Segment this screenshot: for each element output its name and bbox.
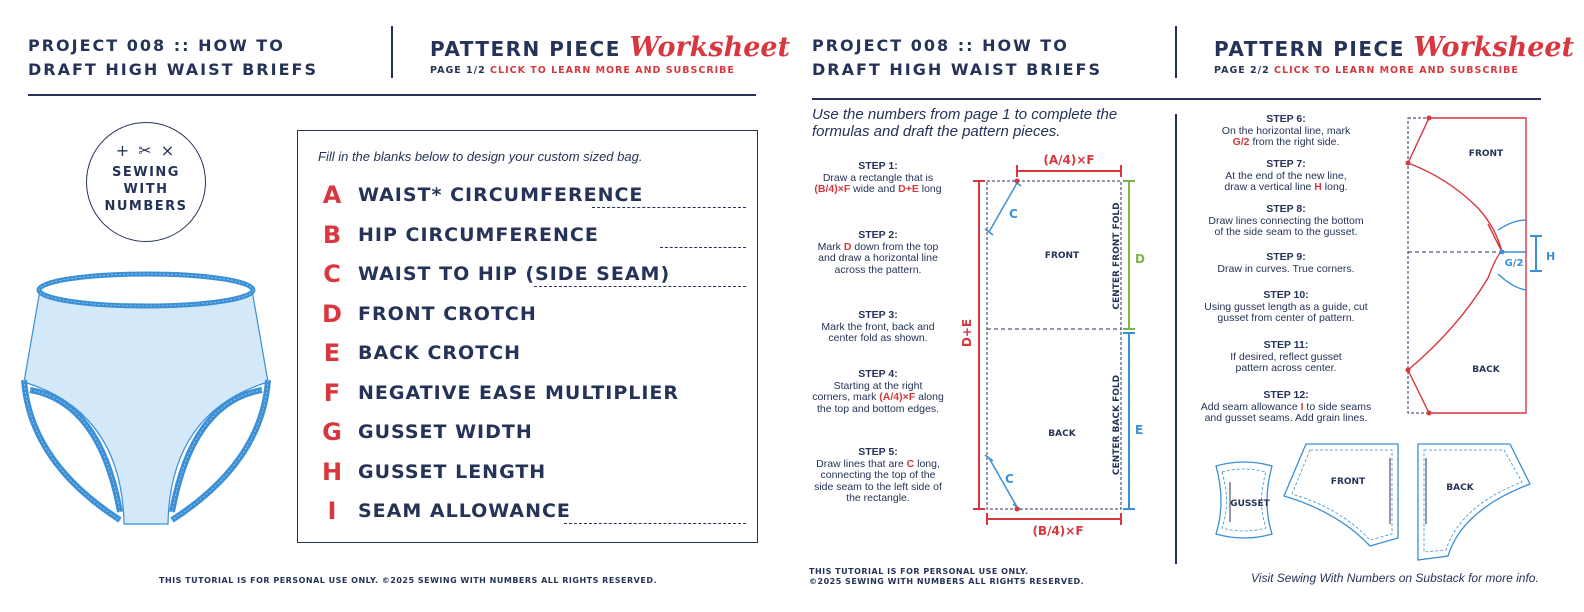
step-fragment: from the right side. [1249, 136, 1340, 148]
back-label: BACK [1048, 429, 1076, 439]
step-title: STEP 1: [858, 160, 898, 172]
project-title-line1: PROJECT 008 :: HOW TO [812, 36, 1069, 55]
worksheet-title-text: PATTERN PIECE [1214, 37, 1405, 61]
step-text: Draw lines connecting the bottom [1208, 214, 1364, 227]
step-fragment: Add seam allowance [1200, 400, 1301, 413]
formula: I [1300, 400, 1304, 413]
visit-substack-link[interactable]: Visit Sewing With Numbers on Substack for more info. [1251, 571, 1539, 585]
project-title-line2: DRAFT HIGH WAIST BRIEFS [28, 60, 318, 79]
step-title: STEP 12: [1263, 389, 1309, 401]
step-10 [1196, 290, 1376, 325]
subscribe-link[interactable]: CLICK TO LEARN MORE AND SUBSCRIBE [1274, 65, 1519, 76]
step-fragment: to side seams [1303, 400, 1372, 413]
measurement-label: WAIST TO HIP (SIDE SEAM) [358, 263, 671, 285]
measurement-letter: C [323, 260, 341, 288]
worksheet-title [1214, 32, 1574, 63]
step-3 [800, 310, 956, 345]
step-title: STEP 4: [858, 368, 898, 380]
pattern-shape-diagram [1398, 108, 1558, 420]
step-title: STEP 7: [1266, 158, 1306, 170]
page-label: PAGE 2/2 [1214, 65, 1270, 76]
worksheet-script: Worksheet [1413, 32, 1575, 63]
step-title: STEP 6: [1266, 113, 1306, 125]
step-text: Starting at the right [833, 379, 923, 392]
top-formula: (A/4)×F [1043, 153, 1095, 167]
formula: (B/4)×F [814, 183, 851, 195]
header-divider [1175, 26, 1177, 78]
center-front-fold-label: CENTER FRONT FOLD [1112, 202, 1122, 310]
step-2 [800, 230, 956, 276]
measurement-blank-i[interactable] [564, 523, 746, 524]
step-fragment: long. [1321, 181, 1348, 193]
step-fragment: long, [914, 457, 940, 470]
step-text: center fold as shown. [828, 332, 928, 344]
worksheet-header [430, 32, 790, 76]
measurement-label: FRONT CROTCH [358, 303, 537, 325]
project-title-line1: PROJECT 008 :: HOW TO [28, 36, 285, 55]
formula: (A/4)×F [879, 391, 916, 403]
measurement-blank-c[interactable] [534, 286, 746, 287]
logo-line3: NUMBERS [104, 199, 188, 214]
measurement-letter: F [323, 379, 341, 407]
step-text: If desired, reflect gusset [1230, 350, 1342, 363]
measurement-item-b [318, 221, 758, 255]
step-11 [1196, 340, 1376, 375]
step-text: Using gusset length as a guide, cut [1204, 300, 1368, 313]
page1-footer: THIS TUTORIAL IS FOR PERSONAL USE ONLY. ©2025 SEWING WITH NUMBERS ALL RIGHTS RESERVED. [159, 576, 658, 585]
step-text: the rectangle. [846, 492, 910, 504]
step-text: On the horizontal line, mark [1221, 124, 1351, 137]
worksheet-script: Worksheet [629, 32, 791, 63]
step-text: Draw in curves. True corners. [1217, 262, 1355, 275]
scissors-icon: + ✂ × [115, 141, 177, 160]
step-text: Draw a rectangle that is [822, 171, 934, 184]
header-rule [812, 98, 1541, 100]
measurement-label: BACK CROTCH [358, 342, 521, 364]
step-title: STEP 11: [1263, 339, 1309, 351]
formula: D+E [898, 183, 919, 195]
worksheet-title-text: PATTERN PIECE [430, 37, 621, 61]
step-5 [800, 447, 956, 505]
step-text: At the end of the new line, [1225, 169, 1347, 182]
page-label: PAGE 1/2 [430, 65, 486, 76]
measurement-item-f [318, 379, 758, 413]
step-title: STEP 2: [858, 229, 898, 241]
step-4 [800, 369, 956, 415]
step-fragment: corners, mark [812, 391, 880, 403]
formula: G/2 [1232, 136, 1250, 148]
step-text [800, 392, 956, 404]
column-divider [1175, 114, 1177, 564]
header-rule [28, 94, 756, 96]
project-title [28, 34, 318, 82]
step-fragment: down from the top [851, 240, 939, 253]
footer-line1: THIS TUTORIAL IS FOR PERSONAL USE ONLY. [809, 567, 1029, 576]
step-text: and gusset seams. Add grain lines. [1204, 412, 1368, 424]
project-title-line2: DRAFT HIGH WAIST BRIEFS [812, 60, 1102, 79]
measurement-item-d [318, 300, 758, 334]
bottom-formula: (B/4)×F [1032, 524, 1084, 538]
front-label: FRONT [1044, 251, 1080, 261]
sewing-with-numbers-logo [86, 122, 206, 242]
step-fragment: wide and [850, 183, 899, 195]
measurement-item-c [318, 260, 758, 294]
measurement-label: GUSSET WIDTH [358, 421, 533, 443]
step-text [1196, 182, 1376, 194]
measurement-letter: E [323, 339, 341, 367]
measurement-blank-a[interactable] [592, 207, 746, 208]
logo-line1: SEWING [112, 165, 180, 180]
logo-text [87, 164, 205, 215]
step-text: Mark the front, back and [821, 320, 935, 333]
gusset-label: GUSSET [1230, 499, 1270, 509]
step-title: STEP 3: [858, 309, 898, 321]
step-text [1196, 137, 1376, 149]
step-8 [1196, 204, 1376, 239]
measurement-label: NEGATIVE EASE MULTIPLIER [358, 382, 680, 404]
back-piece-label: BACK [1446, 483, 1474, 493]
use-numbers-instructions [812, 106, 1117, 140]
measurement-blank-b[interactable] [660, 247, 746, 248]
step-fragment: long [918, 183, 942, 195]
measurement-item-i [318, 497, 758, 531]
step-title: STEP 9: [1266, 251, 1306, 263]
step-fragment: Mark [817, 240, 844, 253]
step-6 [1196, 114, 1376, 149]
worksheet-header [1214, 32, 1574, 76]
step-fragment: along [915, 391, 944, 403]
formula: H [1314, 181, 1322, 193]
measurement-item-e [318, 339, 758, 373]
back-label: BACK [1472, 365, 1500, 375]
measurement-letter: B [322, 221, 342, 249]
label-c-top: C [1009, 207, 1018, 221]
rectangle-diagram [955, 148, 1155, 544]
measurement-label: WAIST* CIRCUMFERENCE [358, 184, 644, 206]
project-title [812, 34, 1102, 82]
measurement-item-h [318, 458, 758, 492]
g2-label: G/2 [1504, 258, 1524, 269]
step-title: STEP 5: [858, 446, 898, 458]
step-title: STEP 10: [1263, 289, 1309, 301]
label-d: D [1135, 252, 1145, 266]
measurement-letter: A [322, 181, 342, 209]
measurement-label: GUSSET LENGTH [358, 461, 547, 483]
step-text: gusset from center of pattern. [1217, 312, 1355, 324]
step-text: and draw a horizontal line [818, 252, 938, 264]
center-back-fold-label: CENTER BACK FOLD [1112, 374, 1122, 476]
step-text: connecting the top of the [820, 469, 936, 481]
step-text [800, 184, 956, 196]
measurement-label: SEAM ALLOWANCE [358, 500, 571, 522]
measurement-letter: D [322, 300, 342, 328]
use-numbers-line1: Use the numbers from page 1 to complete the [812, 106, 1118, 123]
header-divider [391, 26, 393, 78]
step-text: across the pattern. [834, 263, 922, 276]
pattern-pieces [1210, 440, 1540, 570]
left-formula: D+E [960, 318, 974, 348]
step-9 [1196, 252, 1376, 275]
measurement-letter: G [322, 418, 342, 446]
measurement-fill-box [297, 130, 758, 543]
worksheet-title [430, 32, 790, 63]
measurement-letter: H [321, 458, 343, 486]
page-subtitle [430, 65, 790, 76]
measurement-item-g [318, 418, 758, 452]
formula: D [843, 240, 852, 253]
step-fragment: draw a vertical line [1224, 181, 1315, 193]
step-title: STEP 8: [1266, 203, 1306, 215]
step-1 [800, 161, 956, 196]
briefs-illustration [20, 262, 272, 530]
front-label: FRONT [1468, 149, 1504, 159]
logo-line2: WITH [123, 182, 169, 197]
page-subtitle [1214, 65, 1574, 76]
measurement-letter: I [327, 497, 337, 525]
footer-line2: ©2025 SEWING WITH NUMBERS ALL RIGHTS RESERVED. [809, 577, 1085, 586]
step-text: pattern across center. [1235, 362, 1337, 374]
measurement-label: HIP CIRCUMFERENCE [358, 224, 599, 246]
step-text: the top and bottom edges. [816, 402, 939, 415]
page2-footer [809, 567, 1084, 587]
step-12 [1196, 390, 1376, 425]
front-piece-label: FRONT [1330, 477, 1366, 487]
h-label: H [1546, 250, 1556, 263]
step-text: side seam to the left side of [814, 480, 942, 493]
label-e: E [1135, 423, 1144, 437]
measurement-item-a [318, 181, 758, 215]
step-7 [1196, 159, 1376, 194]
fill-instructions: Fill in the blanks below to design your custom sized bag. [318, 149, 643, 164]
use-numbers-line2: formulas and draft the pattern pieces. [812, 123, 1061, 140]
step-fragment: Draw lines that are [816, 457, 907, 470]
subscribe-link[interactable]: CLICK TO LEARN MORE AND SUBSCRIBE [490, 65, 735, 76]
step-text: of the side seam to the gusset. [1214, 226, 1358, 238]
formula: C [906, 457, 915, 470]
label-c-bottom: C [1005, 472, 1014, 486]
